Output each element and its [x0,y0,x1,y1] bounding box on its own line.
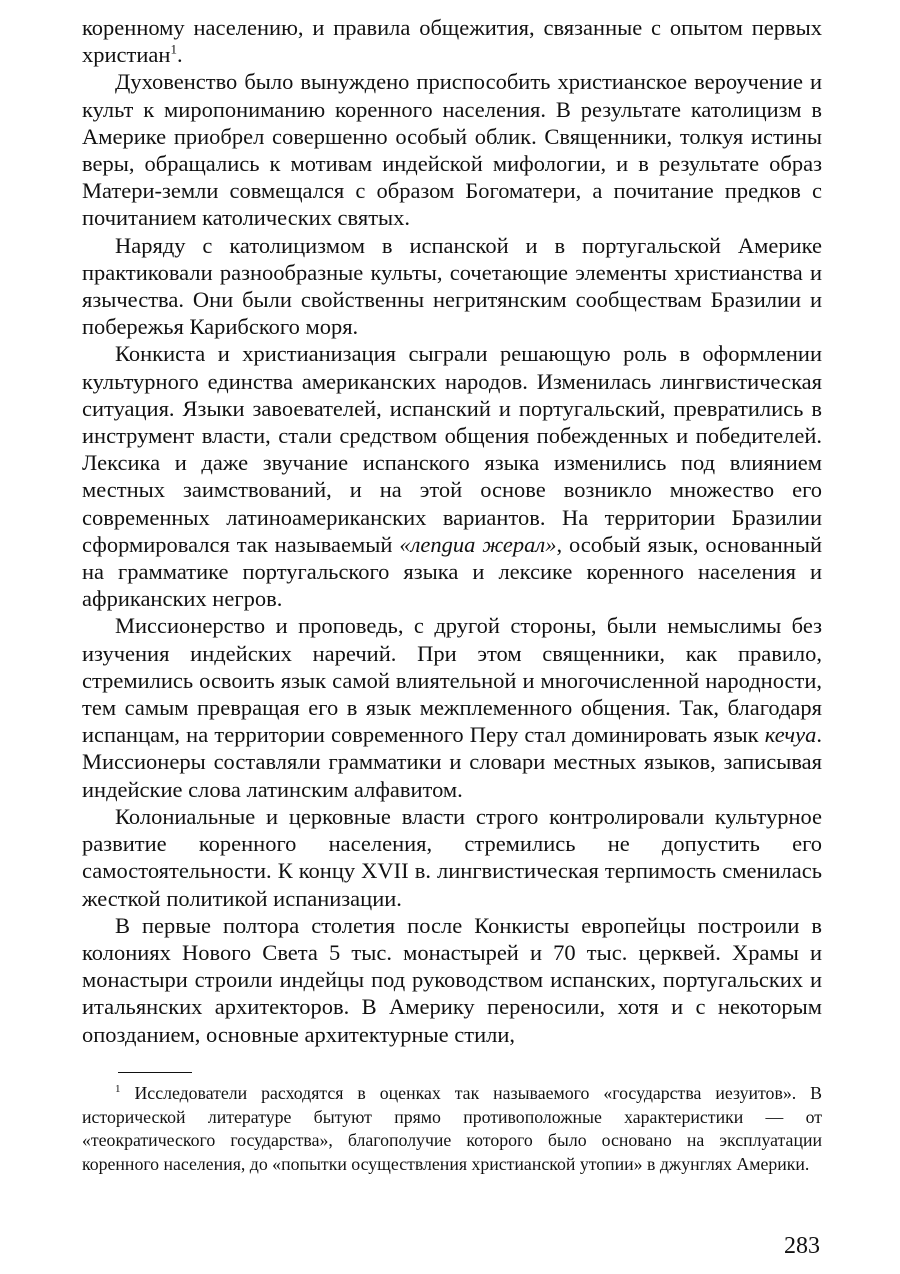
footnote-text: Исследователи расходятся в оценках так называемого «государства иезуитов». В исторической литературе бытуют прямо противоположные характеристики — от «теократического государства», благополучие которого было основано на эксплуатации коренного населения, до «попытки осуществления христианской утопии» в джунглях Америки. [82,1083,822,1174]
term-lingua-geral: «лengua жерал» [399,531,557,557]
paragraph-text: Конкиста и христианизация сыграли решающую роль в оформлении культурного единства американских народов. Изменилась лингвистическая ситуация. Языки завоевателей, испанский и португальский, превратились в инструмент власти, стали средством общения побежденных и победителей. Лексика и даже звучание испанского языка изменились под влиянием местных заимствований, и на этой основе возникло множество его современных латиноамериканских вариантов. На территории Бразилии сформировался так называемый [82,341,822,557]
footnote [82,1082,822,1176]
paragraph-conquest-language [82,340,822,612]
footnote-paragraph [82,1082,822,1176]
paragraph-colonial-control: Колониальные и церковные власти строго контролировали культурное развитие коренного населения, стремились не допустить его самостоятельности. К концу XVII в. лингвистическая терпимость сменилась жесткой политикой испанизации. [82,803,822,911]
main-text [82,14,822,1048]
paragraph-text: , особый язык, основанный на грамматике португальского языка и лексике коренного населения и африканских негров. [82,531,823,612]
paragraph-clergy: Духовенство было вынуждено приспособить христианское вероучение и культ к миропониманию коренного населения. В результате католицизм в Америке приобрел совершенно особый облик. Священники, толкуя истины веры, обращались к мотивам индейской мифологии, и в результате образ Матери-земли совмещался с образом Богоматери, а почитание предков с почитанием католических святых. [82,69,822,231]
paragraph-architecture: В первые полтора столетия после Конкисты европейцы построили в колониях Нового Света 5 тыс. монастырей и 70 тыс. церквей. Храмы и монастыри строили индейцы под руководством испанских, португальских и итальянских архитекторов. В Америку переносили, хотя и с некоторым опозданием, основные архитектурные стили, [82,912,822,1047]
footnote-mark: 1 [115,1083,121,1096]
paragraph-cults: Наряду с католицизмом в испанской и в португальской Америке практиковали разнообразные культы, сочетающие элементы христианства и язычества. Они были свойственны негритянским сообществам Бразилии и побережья Карибского моря. [82,232,822,340]
paragraph-end: . [176,42,183,68]
page-number: 283 [784,1233,820,1259]
footnote-divider [118,1072,192,1073]
paragraph-text: Миссионерство и проповедь, с другой стороны, были немыслимы без изучения индейских наречий. При этом священники, как правило, стремились освоить язык самой влиятельной и многочисленной народности, тем самым превращая его в язык межплеменного общения. Так, благодаря испанцам, на территории современного Перу стал доминировать язык [82,613,822,748]
term-quechua: кечуа [764,722,817,748]
paragraph-missionaries [82,612,822,802]
paragraph-text: коренному населению, и правила общежития, связанные с опытом первых христиан [82,15,822,68]
footnote-reference: 1 [170,41,177,57]
paragraph-text: . Миссионеры составляли грамматики и словари местных языков, записывая индейские слова латинским алфавитом. [82,722,822,802]
paragraph-continued [82,14,822,68]
